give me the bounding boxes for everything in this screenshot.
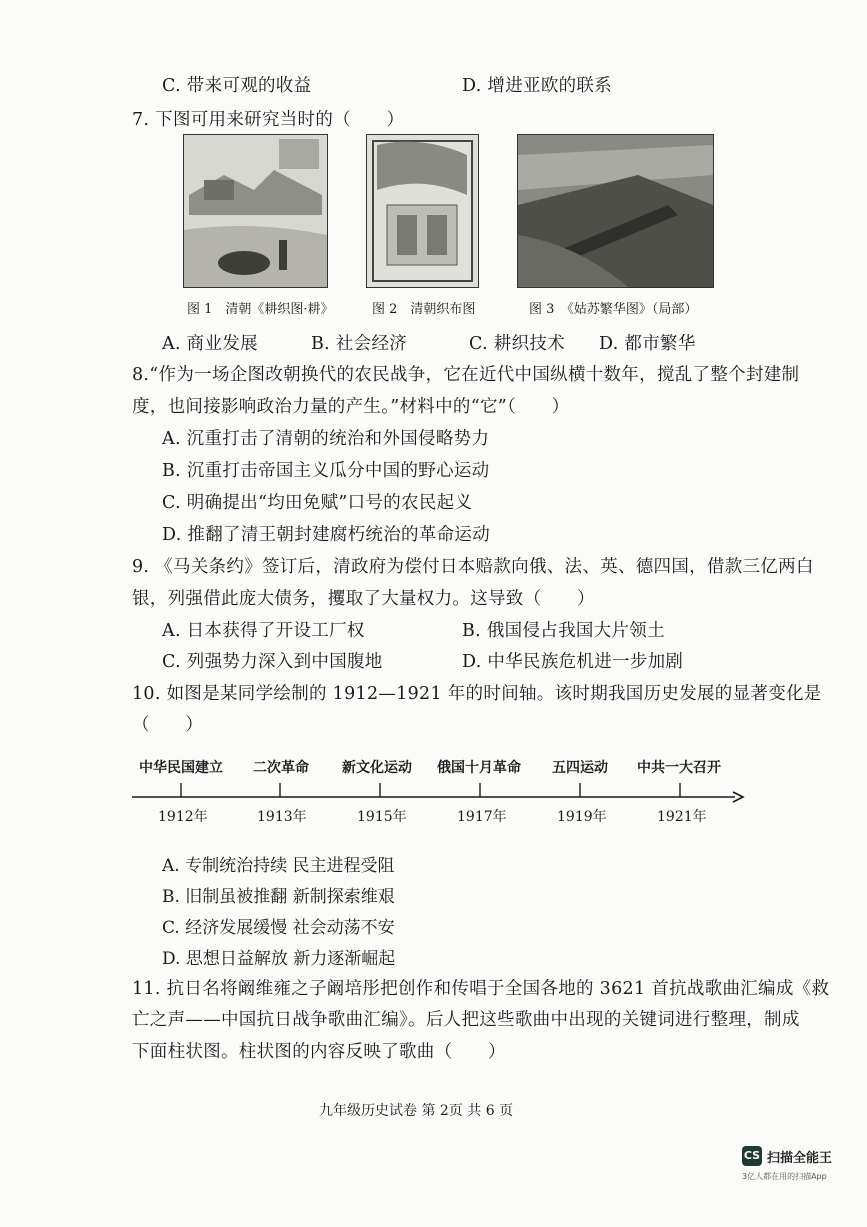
q6-option-c: C. 带来可观的收益 — [162, 76, 312, 96]
timeline-year: 1915年 — [357, 809, 407, 825]
timeline-event: 中共一大召开 — [637, 760, 721, 776]
timeline-event: 二次革命 — [253, 760, 309, 776]
timeline-event: 新文化运动 — [342, 760, 412, 776]
timeline-year: 1921年 — [657, 809, 707, 825]
q10-option-b: B. 旧制虽被推翻 新制探索维艰 — [162, 887, 395, 907]
timeline-year: 1913年 — [257, 809, 307, 825]
timeline-event: 俄国十月革命 — [437, 760, 521, 776]
q9-stem-line-2: 银，列强借此庞大债务，攫取了大量权力。这导致（ ） — [132, 589, 595, 609]
camscanner-logo-icon: CS — [742, 1146, 762, 1166]
q8-option-d: D. 推翻了清王朝封建腐朽统治的革命运动 — [162, 525, 491, 545]
q9-option-d: D. 中华民族危机进一步加剧 — [462, 652, 684, 672]
q7-option-c: C. 耕织技术 — [469, 334, 565, 354]
q10-stem-line-1: 10. 如图是某同学绘制的 1912—1921 年的时间轴。该时期我国历史发展的显著变化是 — [132, 684, 822, 704]
q6-option-d: D. 增进亚欧的联系 — [462, 76, 613, 96]
q9-option-c: C. 列强势力深入到中国腹地 — [162, 652, 383, 672]
q9-stem-line-1: 9. 《马关条约》签订后，清政府为偿付日本赔款向俄、法、英、德四国，借款三亿两白 — [132, 557, 814, 577]
q10-stem-line-2: （ ） — [132, 715, 204, 735]
figure-1-caption: 图 1 清朝《耕织图·耕》 — [187, 302, 334, 317]
timeline-event: 中华民国建立 — [139, 760, 223, 776]
q10-option-c: C. 经济发展缓慢 社会动荡不安 — [162, 918, 395, 938]
q7-stem: 7. 下图可用来研究当时的（ ） — [132, 110, 405, 130]
q10-option-d: D. 思想日益解放 新力逐渐崛起 — [162, 949, 396, 969]
q8-stem-line-2: 度，也间接影响政治力量的产生。”材料中的“它”（ ） — [132, 397, 570, 417]
q8-option-b: B. 沉重打击帝国主义瓜分中国的野心运动 — [162, 461, 490, 481]
q7-option-b: B. 社会经济 — [311, 334, 408, 354]
camscanner-name: 扫描全能王 — [767, 1151, 833, 1166]
q8-option-c: C. 明确提出“均田免赋”口号的农民起义 — [162, 493, 473, 513]
q8-option-a: A. 沉重打击了清朝的统治和外国侵略势力 — [162, 429, 490, 449]
q9-option-b: B. 俄国侵占我国大片领土 — [462, 621, 665, 641]
q11-stem-line-2: 亡之声——中国抗日战争歌曲汇编》。后人把这些歌曲中出现的关键词进行整理，制成 — [132, 1010, 800, 1030]
q9-option-a: A. 日本获得了开设工厂权 — [162, 621, 365, 641]
timeline-year: 1919年 — [557, 809, 607, 825]
timeline-year: 1917年 — [457, 809, 507, 825]
q7-option-d: D. 都市繁华 — [599, 334, 696, 354]
timeline-event: 五四运动 — [552, 760, 608, 776]
figure-3-caption: 图 3 《姑苏繁华图》（局部） — [529, 302, 698, 317]
q8-stem-line-1: 8.“作为一场企图改朝换代的农民战争，它在近代中国纵横十数年，搅乱了整个封建制 — [132, 365, 800, 385]
q11-stem-line-1: 11. 抗日名将阚维雍之子阚培彤把创作和传唱于全国各地的 3621 首抗战歌曲汇编成《救 — [132, 979, 830, 999]
q11-stem-line-3: 下面柱状图。柱状图的内容反映了歌曲（ ） — [132, 1042, 506, 1062]
timeline-year: 1912年 — [158, 809, 208, 825]
figure-2-caption: 图 2 清朝织布图 — [372, 302, 476, 317]
q7-option-a: A. 商业发展 — [162, 334, 258, 354]
camscanner-tagline: 3亿人都在用的扫描App — [742, 1172, 827, 1181]
q10-option-a: A. 专制统治持续 民主进程受阻 — [162, 856, 395, 876]
page-footer: 九年级历史试卷 第 2页 共 6 页 — [319, 1103, 514, 1119]
